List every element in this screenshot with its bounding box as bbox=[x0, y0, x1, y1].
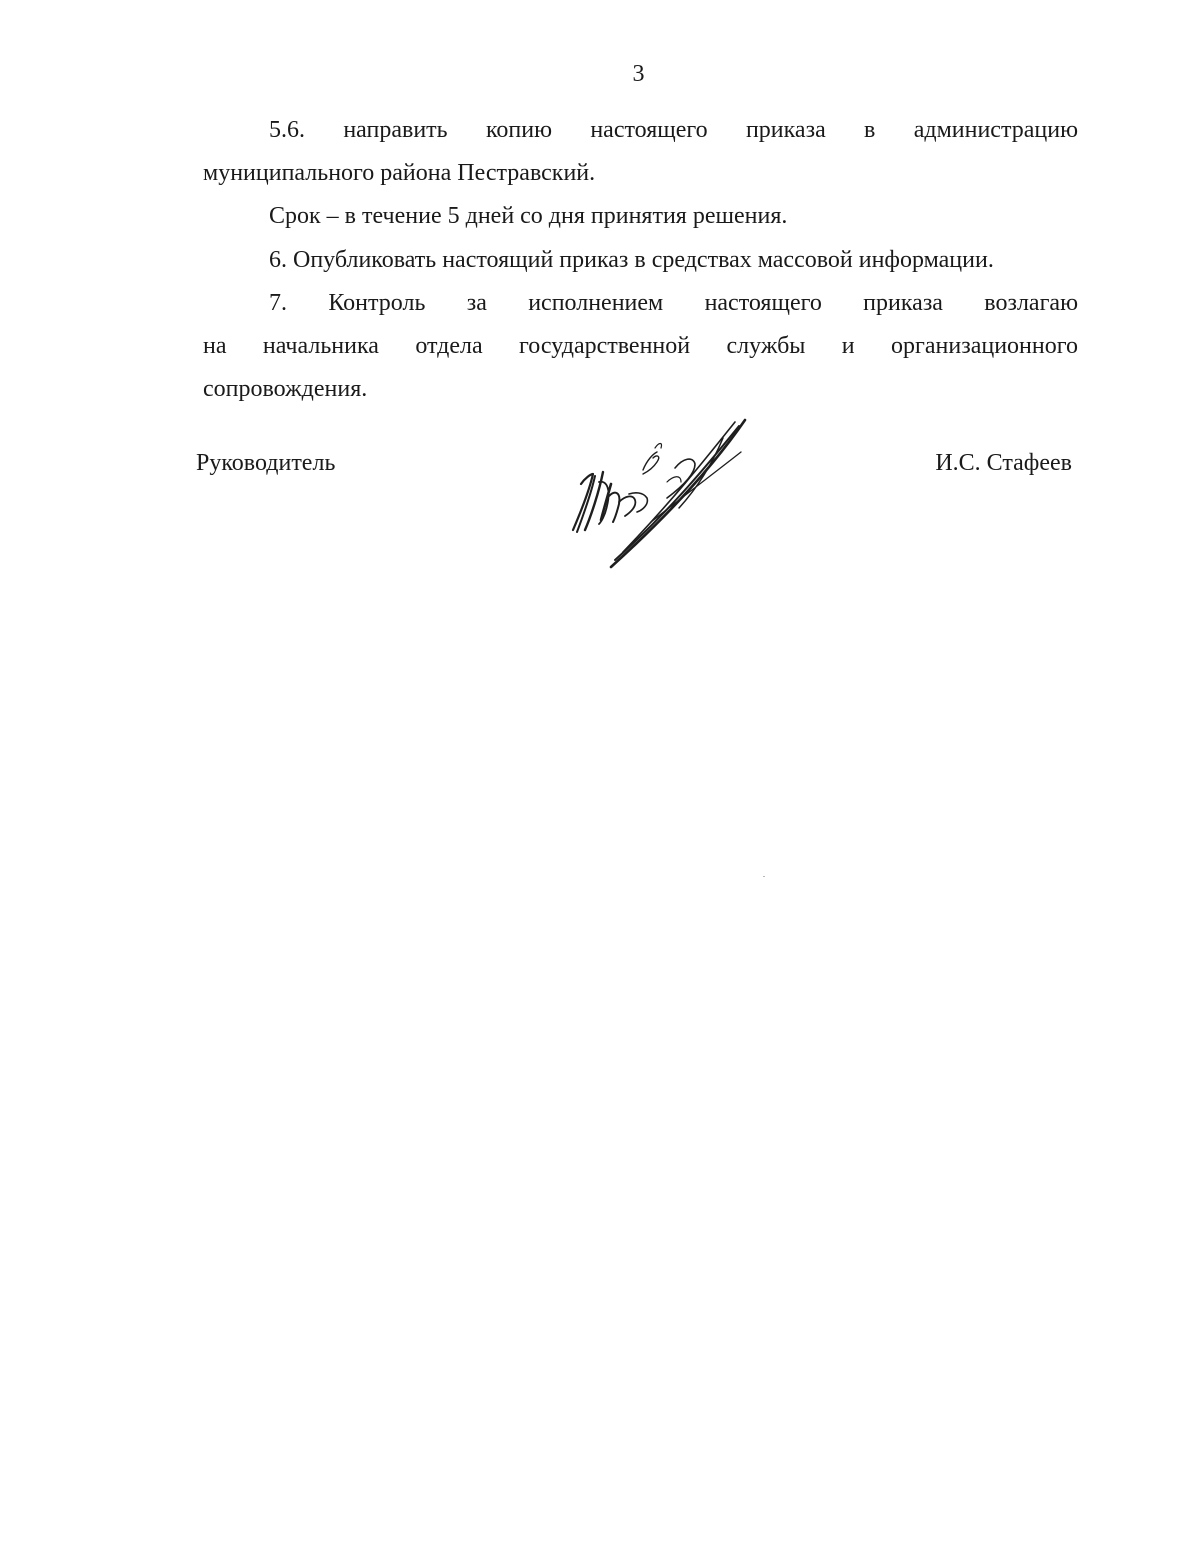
signatory-name: И.С. Стафеев bbox=[935, 450, 1072, 476]
paragraph-7-line-2: на начальника отдела государственной службы и организационного bbox=[203, 333, 1078, 359]
paragraph-6 bbox=[203, 239, 1078, 282]
paragraph-5-6-line-1: 5.6. направить копию настоящего приказа в администрацию bbox=[269, 117, 1078, 143]
page-number: 3 bbox=[632, 61, 645, 87]
signatory-position: Руководитель bbox=[196, 450, 336, 476]
paragraph-7-line-1: 7. Контроль за исполнением настоящего приказа возлагаю bbox=[269, 290, 1078, 316]
scan-speck bbox=[763, 876, 765, 877]
handwritten-signature bbox=[563, 412, 753, 572]
paragraph-6-text: 6. Опубликовать настоящий приказ в средствах массовой информации. bbox=[269, 247, 994, 273]
deadline-text: Срок – в течение 5 дней со дня принятия решения. bbox=[269, 203, 788, 229]
paragraph-5-6 bbox=[203, 109, 1078, 195]
paragraph-5-6-line-2: муниципального района Пестравский. bbox=[203, 160, 596, 186]
deadline-paragraph bbox=[203, 195, 1078, 238]
paragraph-7 bbox=[203, 282, 1078, 411]
paragraph-7-line-3: сопровождения. bbox=[203, 376, 368, 402]
